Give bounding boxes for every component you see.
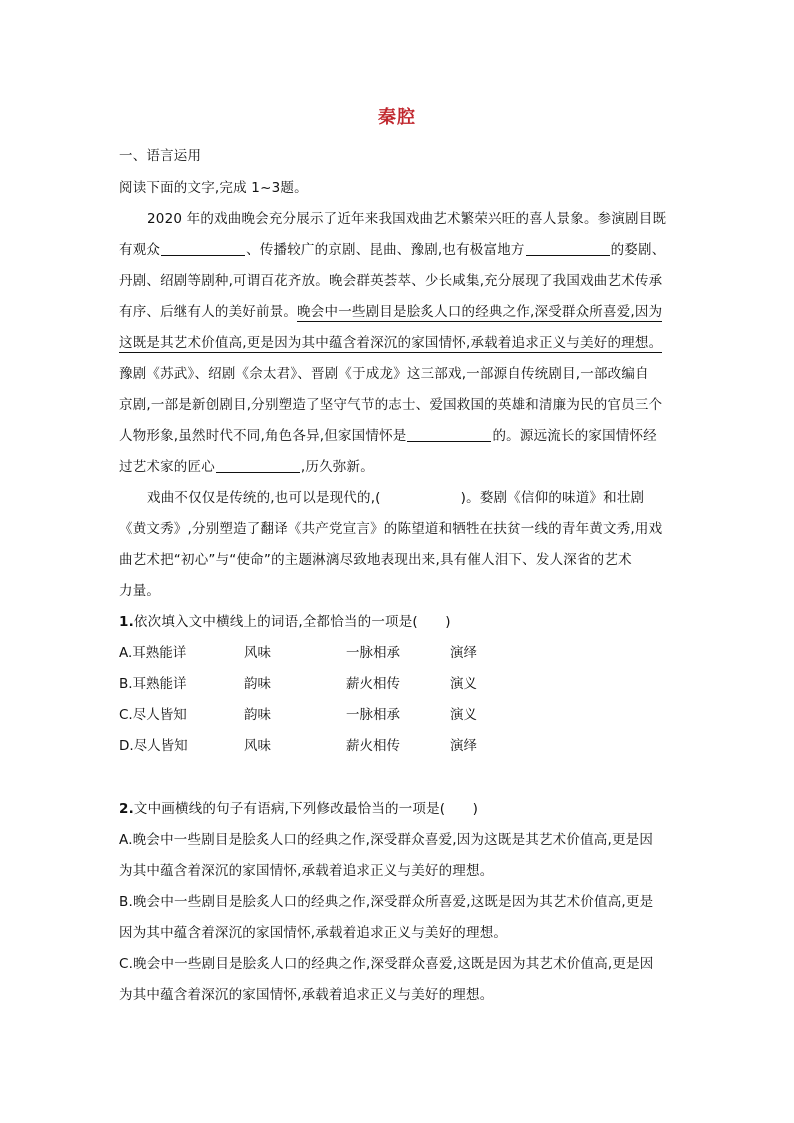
page-title: 秦腔 [378,107,416,128]
section-heading: 一、语言运用 [119,148,202,164]
question-2-option-c: 为其中蕴含着深沉的家国情怀,承载着追求正义与美好的理想。 [119,987,494,1003]
underlined-sentence: 晚会中一些剧目是脍炙人口的经典之作,深受群众所喜爱,因为 [297,304,663,320]
passage-line: 人物形象,虽然时代不同,角色各异,但家国情怀是 的。源远流长的家国情怀经 [119,428,657,444]
document-page: 秦腔 一、语言运用 阅读下面的文字,完成 1~3题。 2020 年的戏曲晚会充分展示了近年来我国戏曲艺术繁荣兴旺的喜人景象。参演剧目既 有观众 、传播较广的京剧、昆曲、豫剧,也有极富地方 的婺剧、 丹剧、绍剧等剧种,可谓百花齐放。晚会群英荟萃、少长咸集,充分展现了我国戏曲艺术传承 有序、后继有人的美好前景。晚会中一些剧目是脍炙人口的经典之作,深受群众所喜爱,因为 这既是其艺术价值高,更是因为其中蕴含着深沉的家国情怀,承载着追求正义与美好的理想。 豫剧《苏武》、绍剧《佘太君》、晋剧《于成龙》这三部戏,一部源自传统剧目,一部改编自 京剧,一部是新创剧目,分别塑造了坚守气节的志士、爱国救国的英雄和清廉为民的官员三个 人物形象,虽然时代不同,角色各异,但家国情怀是 的。源远流长的家国情怀经 过艺术家的匠心 ,历久弥新。 戏曲不仅仅是传统的,也可以是现代的,( )。婺剧《信仰的味道》和壮剧 《黄文秀》,分别塑造了翻译《共产党宣言》的陈望道和牺牲在扶贫一线的青年黄文秀,用戏 曲艺术把“初心”与“使命”的主题淋漓尽致地表现出来,具有催人泪下、发人深省的艺术 力量。 1.依次填入文中横线上的词语,全都恰当的一项是( ) A.耳熟能详 风味 一脉相承 演绎 B.耳熟能详 韵味 薪火相传 演义 C.尽人皆知 韵味 一脉相承 演义 D.尽人皆知 风味 薪火相传 演绎 2.文中画横线的句子有语病,下列修改最恰当的一项是( ) A.晚会中一些剧目是脍炙人口的经典之作,深受群众喜爱,因为这既是其艺术价值高,更是因 为其中蕴含着深沉的家国情怀,承载着追求正义与美好的理想。 B.晚会中一些剧目是脍炙人口的经典之作,深受群众所喜爱,这既是因为其艺术价值高,更是 因为其中蕴含着深沉的家国情怀,承载着追求正义与美好的理想。 C.晚会中一些剧目是脍炙人口的经典之作,深受群众喜爱,这既是因为其艺术价值高,更是因 为其中蕴含着深沉的家国情怀,承载着追求正义与美好的理想。 [0,0,794,1123]
passage-line: 丹剧、绍剧等剧种,可谓百花齐放。晚会群英荟萃、少长咸集,充分展现了我国戏曲艺术传承 [119,273,663,289]
passage-line: 戏曲不仅仅是传统的,也可以是现代的,( )。婺剧《信仰的味道》和壮剧 [147,490,645,506]
passage-line: 过艺术家的匠心 ,历久弥新。 [119,459,374,475]
passage-line: 有观众 、传播较广的京剧、昆曲、豫剧,也有极富地方 的婺剧、 [119,242,666,258]
passage-line: 2020 年的戏曲晚会充分展示了近年来我国戏曲艺术繁荣兴旺的喜人景象。参演剧目既 [147,211,667,227]
question-2-option-b: B.晚会中一些剧目是脍炙人口的经典之作,深受群众所喜爱,这既是因为其艺术价值高,更是 [119,894,654,910]
passage-line [119,333,662,353]
underlined-sentence: 这既是其艺术价值高,更是因为其中蕴含着深沉的家国情怀,承载着追求正义与美好的理想。 [119,335,663,351]
fill-blank [407,427,491,442]
passage-line: 有序、后继有人的美好前景。晚会中一些剧目是脍炙人口的经典之作,深受群众所喜爱,因为 [119,304,663,320]
passage-line: 曲艺术把“初心”与“使命”的主题淋漓尽致地表现出来,具有催人泪下、发人深省的艺术 [119,552,632,568]
question-2-option-a: 为其中蕴含着深沉的家国情怀,承载着追求正义与美好的理想。 [119,863,494,879]
passage-line: 豫剧《苏武》、绍剧《佘太君》、晋剧《于成龙》这三部戏,一部源自传统剧目,一部改编自 [119,366,649,382]
fill-blank [161,241,245,256]
passage-line: 《黄文秀》,分别塑造了翻译《共产党宣言》的陈望道和牺牲在扶贫一线的青年黄文秀,用戏 [119,521,663,537]
fill-blank [526,241,610,256]
question-2-option-b: 因为其中蕴含着深沉的家国情怀,承载着追求正义与美好的理想。 [119,925,508,941]
passage-line: 京剧,一部是新创剧目,分别塑造了坚守气节的志士、爱国救国的英雄和清廉为民的官员三个 [119,397,663,413]
instruction-text: 阅读下面的文字,完成 1~3题。 [119,180,308,196]
question-2-option-a: A.晚会中一些剧目是脍炙人口的经典之作,深受群众喜爱,因为这既是其艺术价值高,更是因 [119,832,654,848]
question-1-stem: 1.依次填入文中横线上的词语,全都恰当的一项是( ) [119,614,451,630]
fill-blank [216,458,300,473]
passage-line: 力量。 [119,583,161,599]
question-2-stem: 2.文中画横线的句子有语病,下列修改最恰当的一项是( ) [119,801,479,817]
question-2-option-c: C.晚会中一些剧目是脍炙人口的经典之作,深受群众喜爱,这既是因为其艺术价值高,更是因 [119,956,654,972]
